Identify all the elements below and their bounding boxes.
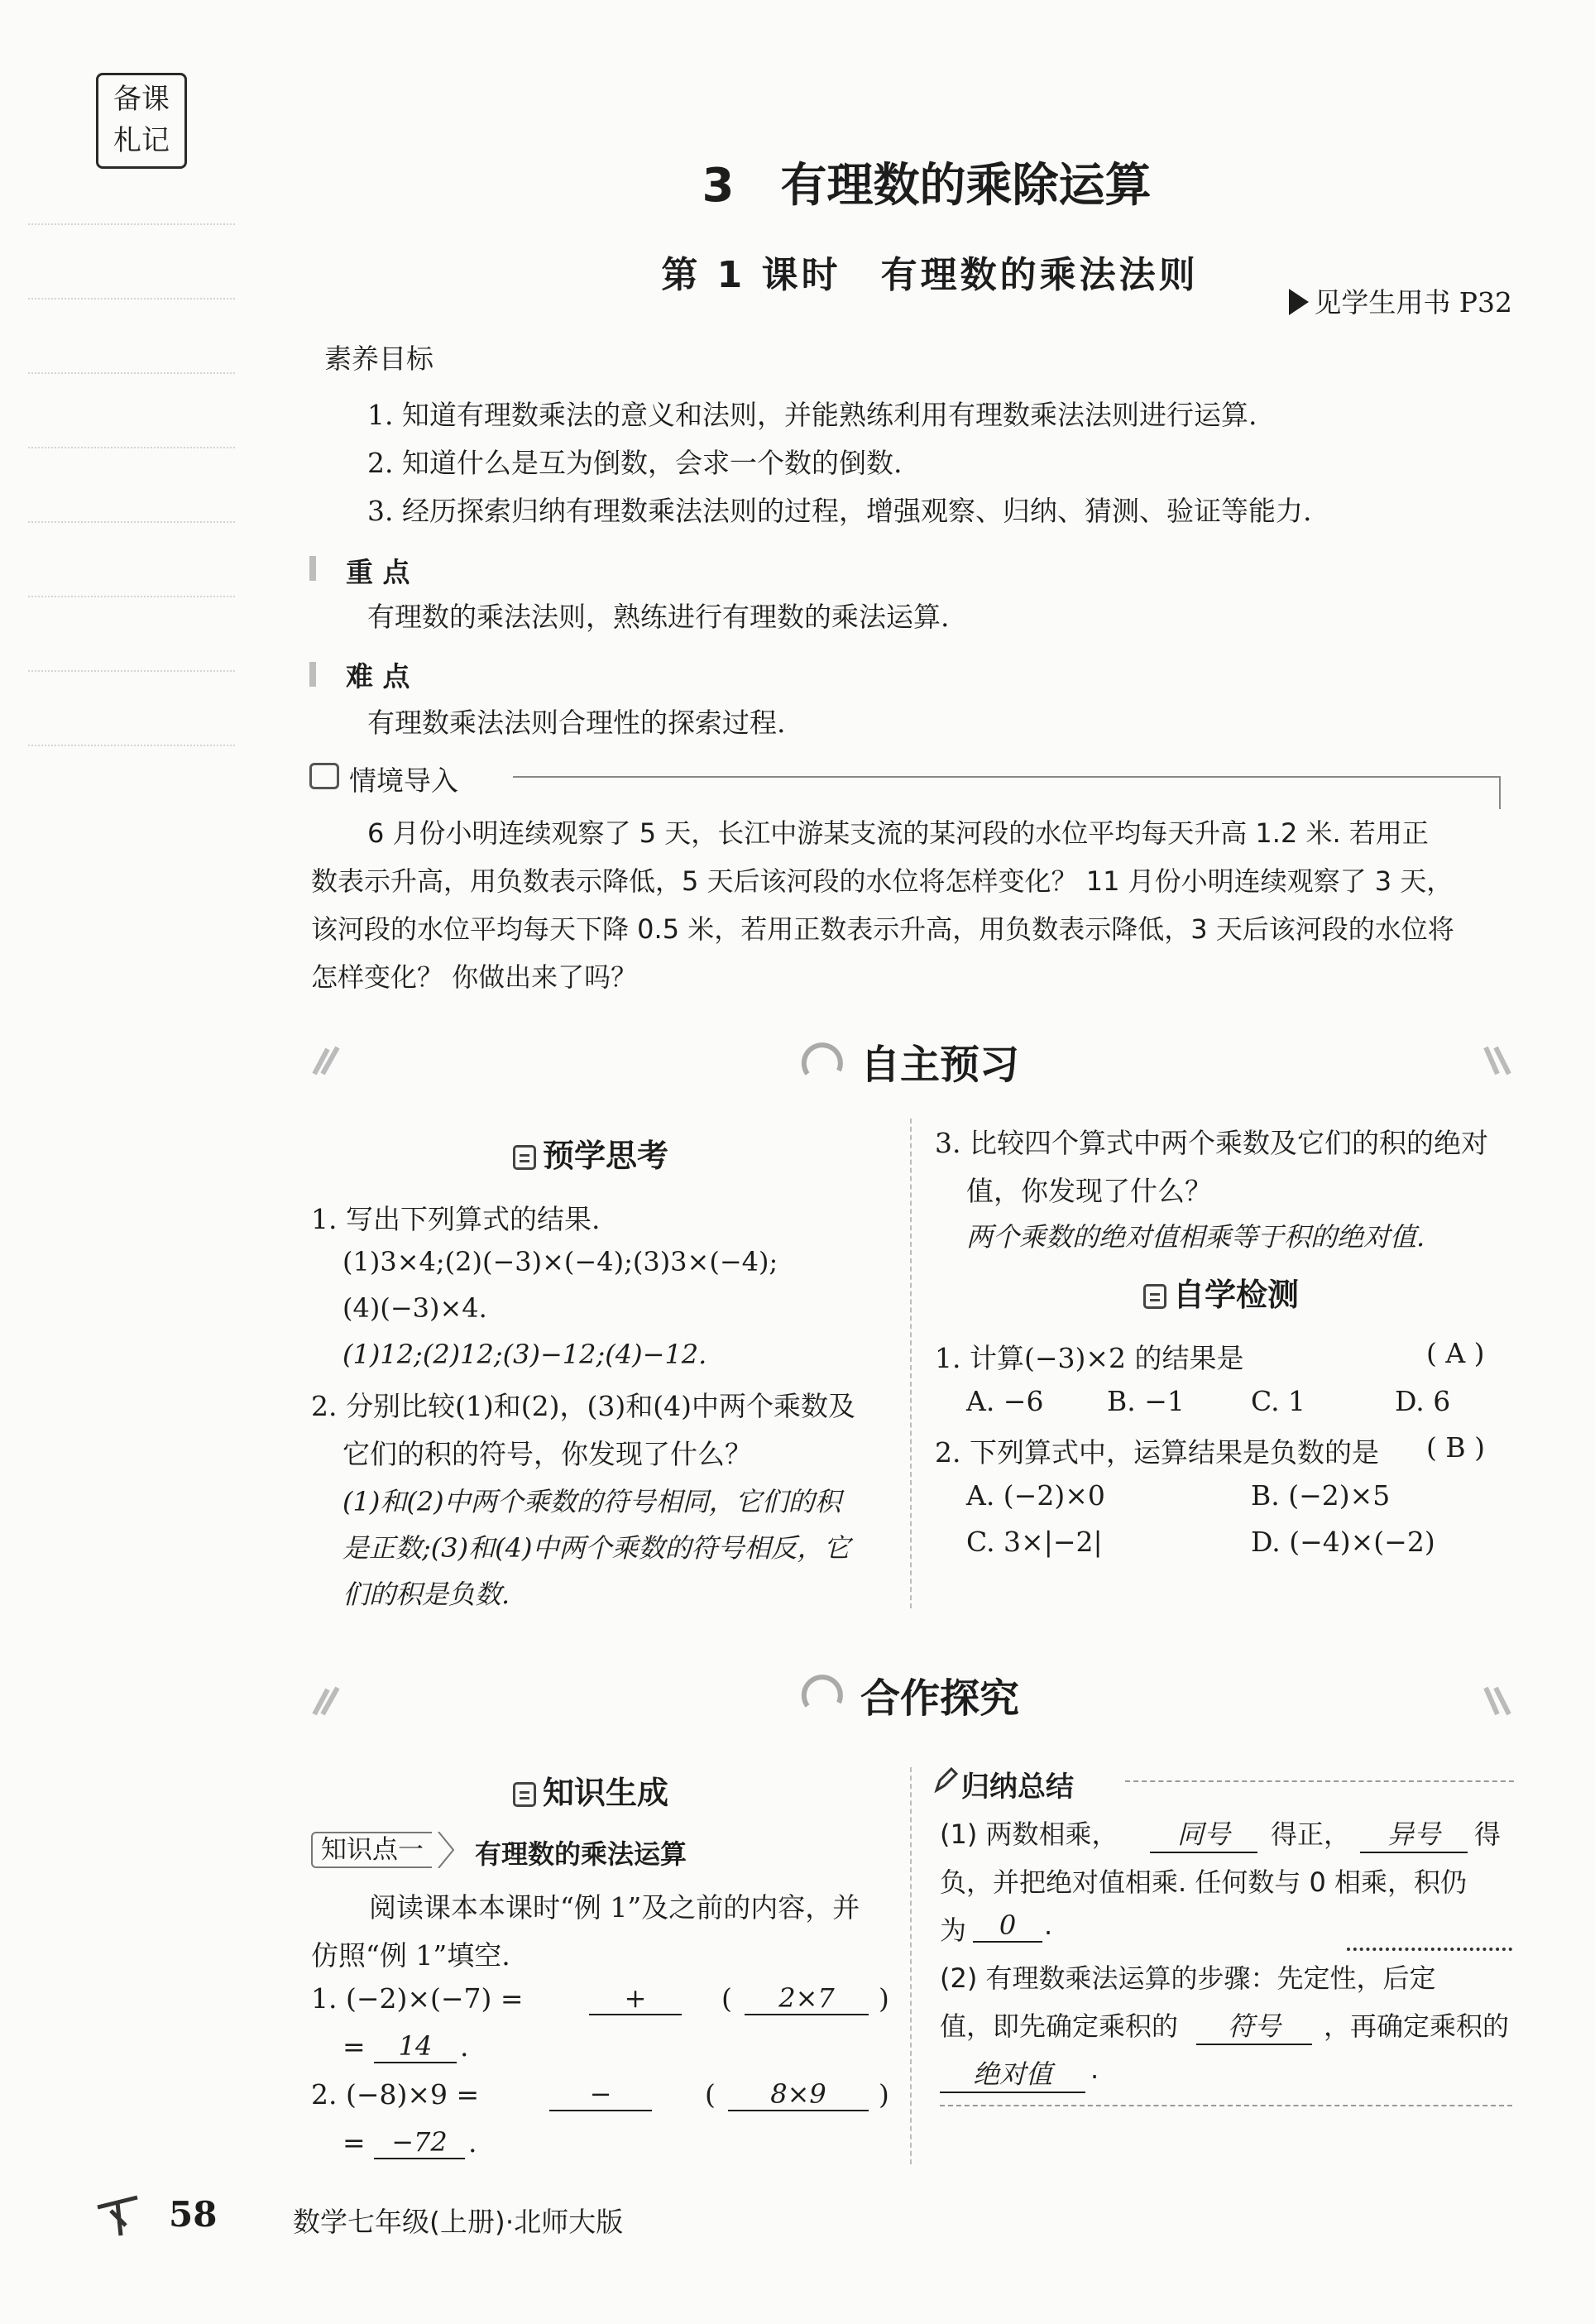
checklist-icon (1143, 1284, 1166, 1309)
period: . (460, 2030, 469, 2063)
summary-2-line: (2) 有理数乘法运算的步骤：先定性，后定 (940, 1962, 1436, 1994)
summary-1-text: 得正， (1271, 1818, 1351, 1850)
lock-notebook-icon (513, 1782, 536, 1807)
summary-1-text: (1) 两数相乘， (940, 1818, 1118, 1850)
key-point-bar (309, 556, 316, 581)
paren-open: ( (705, 2078, 716, 2111)
lesson-title: 第 1 课时 有理数的乘法法则 (661, 254, 1199, 296)
summary-blank-abs-value: 绝对值 (940, 2053, 1085, 2093)
intro-line: 该河段的水位平均每天下降 0.5 米，若用正数表示升高，用负数表示降低，3 天后该河段的水位将 (311, 913, 1454, 945)
question-1-line: (1)3×4;(2)(−3)×(−4);(3)3×(−4); (342, 1246, 778, 1277)
exercise-2-paren-blank: 8×9 (728, 2078, 869, 2111)
summary-top-rule (1125, 1780, 1514, 1782)
side-rule (28, 372, 235, 374)
read-instruction: 仿照“例 1”填空. (311, 1939, 510, 1972)
think-heading (513, 1130, 668, 1176)
explore-section-title: 合作探究 (860, 1675, 1020, 1722)
check-answer-1: ( A ) (1426, 1337, 1485, 1369)
reference-text: 见学生用书 P32 (1314, 286, 1512, 319)
summary-blank-sign: 符号 (1196, 2005, 1312, 2045)
pencil-icon (933, 1767, 958, 1794)
equals-sign: = (342, 2030, 366, 2063)
student-book-reference (1289, 281, 1512, 320)
summary-1-line: 负，并把绝对值相乘. 任何数与 0 相乘，积仍 (940, 1866, 1468, 1898)
side-rule (28, 447, 235, 448)
option: C. 1 (1251, 1385, 1306, 1417)
intro-rule (513, 776, 1499, 778)
summary-blank-diff-sign: 异号 (1360, 1814, 1468, 1853)
right-swoosh-icon (1478, 1044, 1514, 1077)
preview-section-title: 自主预习 (860, 1042, 1020, 1088)
intro-line: 6 月份小明连续观察了 5 天，长江中游某支流的某河段的水位平均每天升高 1.2 米. 若用正 (367, 817, 1429, 849)
scenario-icon (309, 763, 339, 789)
triangle-arrow-icon (1289, 289, 1309, 315)
point-title: 有理数的乘法运算 (475, 1838, 687, 1870)
question-2-line: 它们的积的符号，你发现了什么？ (342, 1438, 752, 1470)
difficulty-text: 有理数乘法法则合理性的探索过程. (367, 707, 786, 739)
equals-sign: = (342, 2126, 366, 2159)
paren-open: ( (721, 1982, 732, 2015)
check-heading-text: 自学检测 (1173, 1277, 1300, 1313)
difficulty-bar (309, 662, 316, 687)
option: A. −6 (966, 1385, 1044, 1417)
footer-leaf-icon (93, 2192, 151, 2242)
option: B. (−2)×5 (1251, 1479, 1391, 1512)
question-2: 2. 分别比较(1)和(2)，(3)和(4)中两个乘数及 (311, 1390, 855, 1422)
option: B. −1 (1107, 1385, 1185, 1417)
summary-blank-zero: 0 (973, 1910, 1042, 1943)
side-rule (28, 596, 235, 597)
badge-line-1: 备课 (113, 83, 170, 116)
option: D. (−4)×(−2) (1251, 1526, 1435, 1558)
side-rule (28, 745, 235, 746)
period: . (1044, 1910, 1053, 1941)
check-answer-2: ( B ) (1426, 1431, 1485, 1464)
exercise-1-sign-blank: + (589, 1982, 682, 2015)
summary-blank-same-sign: 同号 (1150, 1814, 1257, 1853)
summary-2-text: 值，即先确定乘积的 (940, 2010, 1179, 2042)
summary-1-text: 为 (940, 1914, 967, 1946)
key-point-text: 有理数的乘法法则，熟练进行有理数的乘法运算. (367, 601, 950, 633)
book-title: 数学七年级(上册)·北师大版 (293, 2206, 624, 2238)
question-2-answer: 是正数;(3)和(4)中两个乘数的符号相反，它 (342, 1532, 850, 1564)
left-swoosh-icon (309, 1044, 346, 1077)
question-3-answer: 两个乘数的绝对值相乘等于积的绝对值. (966, 1221, 1425, 1253)
question-2-answer: 们的积是负数. (342, 1579, 510, 1610)
key-point-heading: 重 点 (346, 556, 410, 588)
paren-close: ) (879, 2078, 889, 2111)
period: . (468, 2126, 477, 2159)
knowledge-heading (513, 1767, 668, 1813)
column-divider (910, 1119, 912, 1608)
question-2-answer: (1)和(2)中两个乘数的符号相同，它们的积 (342, 1486, 841, 1517)
check-question-2: 2. 下列算式中，运算结果是负数的是 (935, 1436, 1379, 1469)
left-swoosh-icon (309, 1684, 346, 1718)
check-heading (1143, 1269, 1299, 1315)
exercise-2: 2. (−8)×9 = (311, 2078, 480, 2111)
period: . (1090, 2053, 1099, 2085)
summary-heading: 归纳总结 (961, 1771, 1074, 1804)
goal-item: 1. 知道有理数乘法的意义和法则，并能熟练利用有理数乘法法则进行运算. (367, 399, 1257, 431)
exercise-2-result-blank: −72 (374, 2126, 465, 2159)
badge-line-2: 札记 (113, 124, 170, 157)
question-3: 3. 比较四个算式中两个乘数及它们的积的绝对 (935, 1127, 1488, 1159)
right-swoosh-icon (1478, 1684, 1514, 1718)
notebook-icon (513, 1145, 536, 1170)
goal-item: 2. 知道什么是互为倒数，会求一个数的倒数. (367, 447, 903, 479)
tag-arrow-icon (437, 1832, 457, 1868)
question-1-answer: (1)12;(2)12;(3)−12;(4)−12. (342, 1339, 707, 1370)
knowledge-heading-text: 知识生成 (543, 1775, 669, 1811)
side-rule (28, 223, 235, 225)
check-question-1: 1. 计算(−3)×2 的结果是 (935, 1342, 1244, 1374)
summary-2-text: ，再确定乘积的 (1324, 2010, 1510, 2042)
question-1-line: (4)(−3)×4. (342, 1292, 487, 1324)
side-rule (28, 298, 235, 299)
intro-rule-end (1494, 776, 1501, 809)
think-heading-text: 预学思考 (543, 1138, 669, 1174)
emphasis-dots (1347, 1948, 1512, 1951)
question-3-line: 值，你发现了什么？ (966, 1175, 1212, 1207)
column-divider (910, 1767, 912, 2164)
goals-heading: 素养目标 (324, 343, 433, 375)
option: D. 6 (1395, 1385, 1451, 1417)
page-number: 58 (169, 2194, 218, 2235)
intro-line: 数表示升高，用负数表示降低，5 天后该河段的水位将怎样变化？ 11 月份小明连续观察了 3 天， (311, 865, 1454, 897)
side-rule (28, 670, 235, 672)
exercise-1-result-blank: 14 (374, 2030, 457, 2063)
intro-line: 怎样变化？ 你做出来了吗？ (311, 961, 638, 993)
option: C. 3×|−2| (966, 1526, 1103, 1558)
exercise-1-paren-blank: 2×7 (745, 1982, 869, 2015)
chapter-title: 3 有理数的乘除运算 (702, 159, 1152, 213)
section-ring-icon (799, 1037, 849, 1084)
question-1: 1. 写出下列算式的结果. (311, 1203, 601, 1235)
intro-heading: 情境导入 (349, 764, 458, 797)
summary-1-text: 得 (1474, 1818, 1502, 1850)
point-tag: 知识点一 (311, 1832, 432, 1868)
paren-close: ) (879, 1982, 889, 2015)
option: A. (−2)×0 (966, 1479, 1105, 1512)
section-ring-icon (799, 1670, 849, 1716)
exercise-2-sign-blank: − (549, 2078, 652, 2111)
read-instruction: 阅读课本本课时“例 1”及之前的内容，并 (369, 1891, 860, 1924)
side-rule (28, 521, 235, 523)
summary-bottom-rule (940, 2105, 1512, 2106)
difficulty-heading: 难 点 (346, 660, 410, 692)
exercise-1: 1. (−2)×(−7) = (311, 1982, 524, 2015)
goal-item: 3. 经历探索归纳有理数乘法法则的过程，增强观察、归纳、猜测、验证等能力. (367, 495, 1312, 527)
